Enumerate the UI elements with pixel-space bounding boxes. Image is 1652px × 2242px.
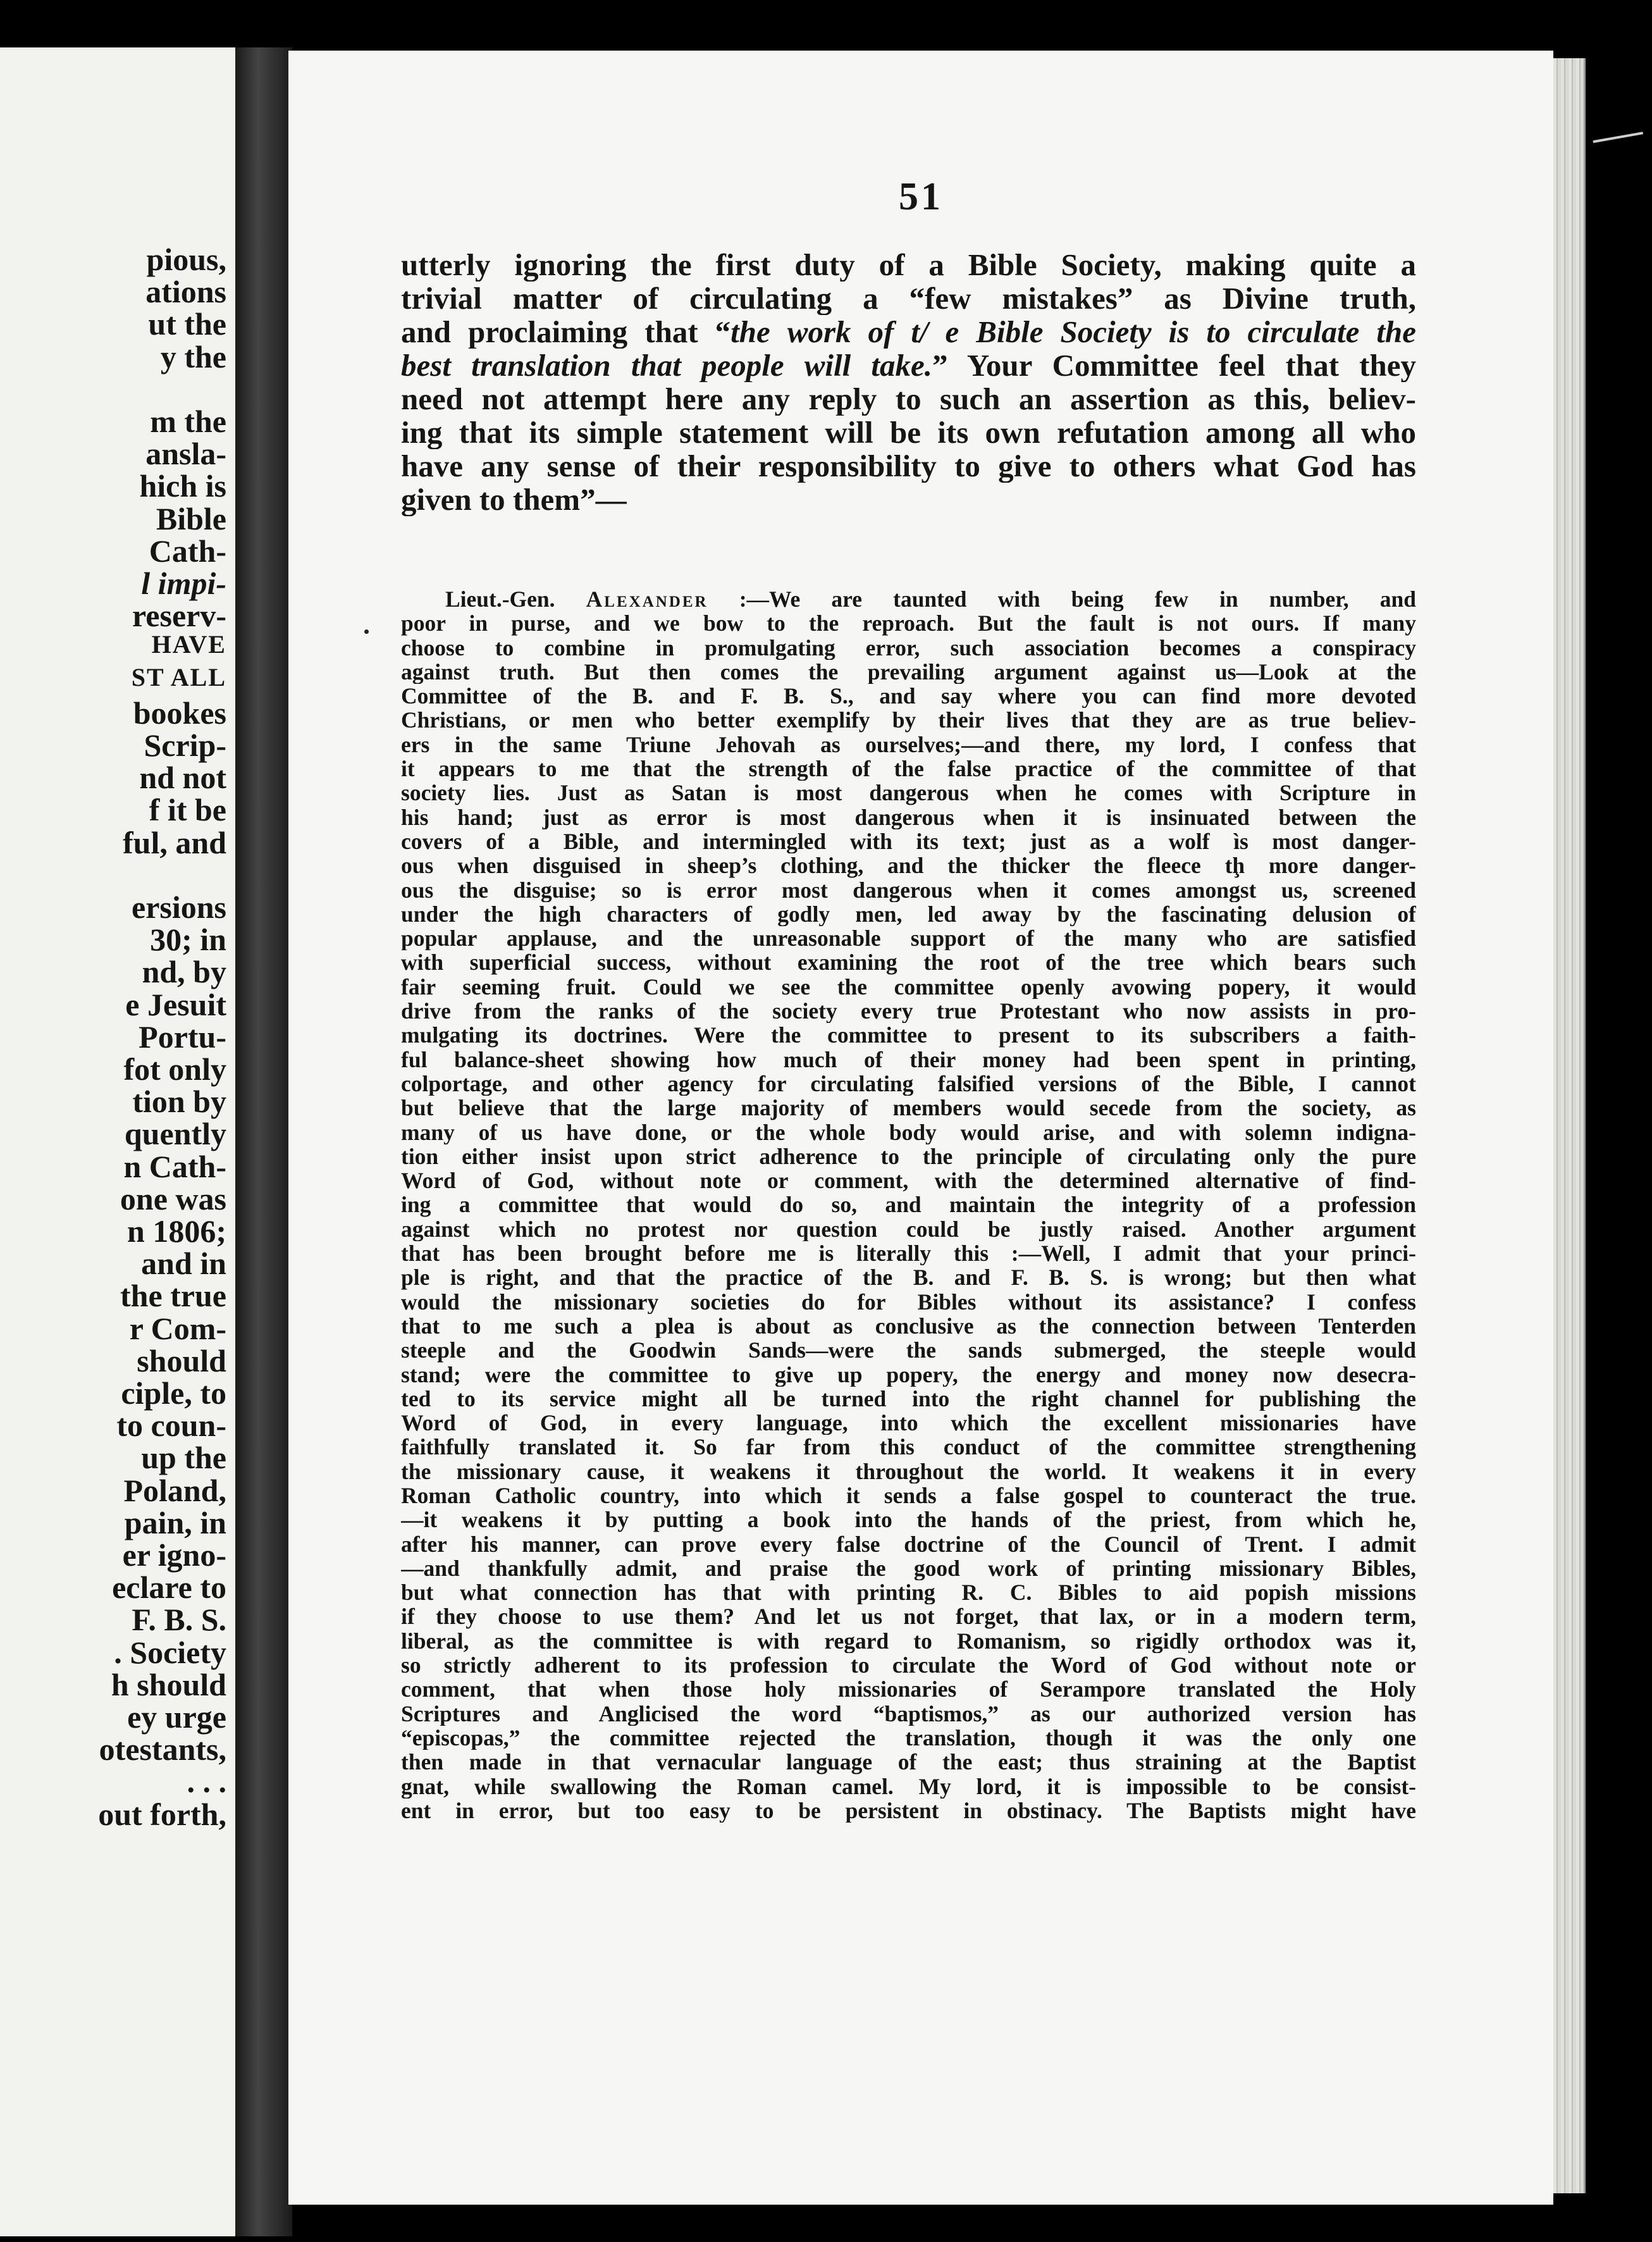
- speech-line: would the missionary societies do for Bibles without its assistance? I confess: [401, 1289, 1416, 1314]
- speech-line: Scriptures and Anglicised the word “baptismos,” as our authorized version has: [401, 1701, 1416, 1726]
- speech-opening: :—We are taunted with being few in number, and: [708, 587, 1416, 612]
- speech-line: Roman Catholic country, into which it sends a false gospel to counteract the true.: [401, 1483, 1416, 1508]
- ink-speck: [364, 629, 369, 634]
- speech-line: the missionary cause, it weakens it throughout the world. It weakens it in every: [401, 1459, 1416, 1483]
- left-page-fragment: y the: [160, 338, 226, 375]
- left-page-fragment: eclare to: [112, 1570, 226, 1606]
- left-page-fragment: e Jesuit: [125, 986, 226, 1022]
- speech-line: ers in the same Triune Jehovah as ourselves;—and there, my lord, I confess that: [401, 732, 1416, 757]
- left-page-fragment: m the: [150, 404, 226, 439]
- quote-segment: given to them”—: [401, 483, 627, 516]
- left-page-fragment: bookes: [133, 695, 226, 731]
- speech-line: tion either insist upon strict adherence to the principle of circulating only the pure: [401, 1144, 1416, 1169]
- speech-line: fair seeming fruit. Could we see the committee openly avowing popery, it would: [401, 974, 1416, 1000]
- left-page-fragment: hich is: [139, 468, 226, 504]
- left-page-fragment: Scrip-: [144, 728, 226, 763]
- left-page-fragment: l impi-: [141, 566, 226, 601]
- speech-line: —it weakens it by putting a book into the hands of the priest, from which he,: [401, 1508, 1416, 1532]
- speech-line: with superficial success, without examining the root of the tree which bears such: [401, 950, 1416, 975]
- speech-line: colportage, and other agency for circulating falsified versions of the Bible, I cannot: [401, 1071, 1416, 1096]
- left-page-fragment: nd not: [139, 760, 226, 796]
- quote-line: [401, 282, 1416, 315]
- quote-line: [401, 315, 1416, 349]
- quote-segment: utterly ignoring the first duty of a Bible Society, making quite a: [401, 248, 1416, 282]
- left-page-fragment: n Cath-: [123, 1148, 226, 1184]
- left-page-fragment: . Society: [114, 1634, 226, 1670]
- left-page-fragment: otestants,: [99, 1731, 226, 1768]
- quote-segment: trivial matter of circulating a “few mistakes” as Divine truth,: [401, 282, 1416, 315]
- left-page-fragment: ut the: [148, 306, 226, 342]
- left-page-fragment: f it be: [149, 792, 226, 828]
- left-page-fragment: ful, and: [123, 824, 226, 860]
- left-page-fragment: should: [137, 1342, 226, 1378]
- left-page-fragment: HAVE: [151, 630, 226, 659]
- left-page-fragment: pious,: [146, 242, 226, 277]
- speech-line: against which no protest nor question could be justly raised. Another argument: [401, 1217, 1416, 1242]
- speech-line: if they choose to use them? And let us not forget, that lax, or in a modern term,: [401, 1604, 1416, 1629]
- speech-line: mulgating its doctrines. Were the committee to present to its subscribers a faith-: [401, 1023, 1416, 1048]
- quote-segment: the work of t/ e Bible Society is to circulate the: [730, 315, 1416, 349]
- left-page-fragment: Portu-: [139, 1019, 226, 1055]
- left-page-fragment: out forth,: [98, 1796, 226, 1832]
- left-page-fragment: reserv-: [132, 598, 226, 634]
- facing-page-left: [0, 47, 235, 2236]
- quote-line: [401, 416, 1416, 449]
- left-page-fragment: ey urge: [127, 1699, 226, 1735]
- speech-line: it appears to me that the strength of the false practice of the committee of that: [401, 757, 1416, 781]
- left-page-fragment: r Com-: [129, 1310, 226, 1346]
- speech-line: comment, that when those holy missionaries of Serampore translated the Holy: [401, 1677, 1416, 1702]
- quoted-committee-statement: [401, 248, 1416, 516]
- page-edge: [1553, 58, 1586, 2193]
- speech-line: under the high characters of godly men, led away by the fascinating delusion of: [401, 901, 1416, 927]
- speech-line: but what connection has that with printing R. C. Bibles to aid popish missions: [401, 1580, 1416, 1605]
- speech-line: covers of a Bible, and intermingled with its text; just as a wolf ìs most danger-: [401, 829, 1416, 854]
- quote-line: [401, 483, 1416, 516]
- speech-line: steeple and the Goodwin Sands—were the sands submerged, the steeple would: [401, 1338, 1416, 1363]
- left-page-fragment: 30; in: [150, 922, 226, 958]
- quote-segment: best translation that people will take.: [401, 349, 933, 382]
- quote-segment: ” Your Committee feel that they: [932, 349, 1416, 382]
- left-page-fragment: F. B. S.: [132, 1602, 226, 1638]
- page-number: 51: [899, 175, 943, 218]
- speech-line: so strictly adherent to its profession to circulate the Word of God without note or: [401, 1653, 1416, 1678]
- left-page-fragment: up the: [141, 1440, 226, 1476]
- speech-line: society lies. Just as Satan is most dangerous when he comes with Scripture in: [401, 781, 1416, 805]
- speech-line: against truth. But then comes the prevailing argument against us—Look at the: [401, 659, 1416, 684]
- speech-line: many of us have done, or the whole body would arise, and with solemn indigna-: [401, 1120, 1416, 1144]
- speech-line: ted to its service might all be turned into the right channel for publishing the: [401, 1386, 1416, 1411]
- left-page-fragment: quently: [124, 1116, 226, 1152]
- speech-line: ful balance-sheet showing how much of their money had been spent in printing,: [401, 1047, 1416, 1072]
- speech-first-line: [401, 587, 1416, 611]
- speech-line: poor in purse, and we bow to the reproach. But the fault is not ours. If many: [401, 611, 1416, 636]
- speech-line: ple is right, and that the practice of the B. and F. B. S. is wrong; but then what: [401, 1265, 1416, 1290]
- left-page-fragment: n 1806;: [127, 1213, 226, 1249]
- speaker-name: Alexander: [586, 587, 708, 612]
- speech-line: “episcopas,” the committee rejected the translation, though it was the only one: [401, 1725, 1416, 1750]
- speech-line: Committee of the B. and F. B. S., and say where you can find more devoted: [401, 684, 1416, 709]
- speech-alexander: [401, 587, 1416, 1823]
- left-page-fragment: tion by: [132, 1084, 226, 1120]
- quote-line: [401, 382, 1416, 416]
- speaker-prefix: Lieut.-Gen.: [445, 587, 586, 612]
- quote-line: [401, 349, 1416, 382]
- speech-line: gnat, while swallowing the Roman camel. My lord, it is impossible to be consist-: [401, 1774, 1416, 1799]
- speech-line: stand; were the committee to give up popery, the energy and money now desecra-: [401, 1362, 1416, 1387]
- left-page-fragment: Poland,: [123, 1472, 226, 1508]
- quote-segment: need not attempt here any reply to such an assertion as this, believ-: [401, 382, 1416, 416]
- left-page-fragment: er igno-: [122, 1537, 226, 1573]
- left-page-fragment: nd, by: [142, 954, 226, 990]
- speech-line: but believe that the large majority of members would secede from the society, as: [401, 1096, 1416, 1120]
- speech-line: ous the disguise; so is error most dangerous when it comes amongst us, screened: [401, 877, 1416, 902]
- quote-segment: have any sense of their responsibility to give to others what God has: [401, 449, 1416, 483]
- speech-line: that has been brought before me is literally this :—Well, I admit that your princi-: [401, 1241, 1416, 1266]
- left-page-fragment: ations: [145, 274, 226, 310]
- quote-segment: ing that its simple statement will be its own refutation among all who: [401, 416, 1416, 449]
- left-page-fragment: the true: [120, 1278, 226, 1314]
- quote-line: [401, 449, 1416, 483]
- speech-line: drive from the ranks of the society every true Protestant who now assists in pro-: [401, 999, 1416, 1024]
- page-right: [288, 51, 1553, 2205]
- left-page-fragment: to coun-: [116, 1408, 226, 1444]
- left-page-fragment: ciple, to: [121, 1375, 226, 1411]
- left-page-fragment: one was: [120, 1180, 226, 1217]
- speech-line: Word of God, without note or comment, with the determined alternative of find-: [401, 1168, 1416, 1193]
- speech-line: ous when disguised in sheep’s clothing, and the thicker the fleece tḩ more danger-: [401, 853, 1416, 878]
- left-page-fragment: Cath-: [149, 533, 226, 569]
- left-page-fragment: and in: [141, 1246, 226, 1282]
- quote-line: [401, 248, 1416, 282]
- left-page-fragment: pain, in: [124, 1504, 226, 1540]
- speech-line: that to me such a plea is about as conclusive as the connection between Tenterden: [401, 1313, 1416, 1339]
- speech-line: faithfully translated it. So far from this conduct of the committee strengthening: [401, 1435, 1416, 1459]
- speech-line: —and thankfully admit, and praise the good work of printing missionary Bibles,: [401, 1556, 1416, 1581]
- book-gutter: [235, 47, 292, 2236]
- left-page-fragment: ansla-: [145, 436, 226, 472]
- left-page-fragment: ST ALL: [131, 662, 226, 691]
- speech-line: Christians, or men who better exemplify by their lives that they are as true believ-: [401, 708, 1416, 733]
- speech-line: Word of God, in every language, into which the excellent missionaries have: [401, 1411, 1416, 1435]
- scan-mark: [1593, 132, 1646, 156]
- speech-line: after his manner, can prove every false doctrine of the Council of Trent. I admit: [401, 1532, 1416, 1556]
- speech-line: popular applause, and the unreasonable support of the many who are satisfied: [401, 926, 1416, 951]
- left-page-fragment: h should: [111, 1666, 226, 1702]
- speech-line: ing a committee that would do so, and maintain the integrity of a profession: [401, 1192, 1416, 1217]
- quote-segment: and proclaiming that “: [401, 315, 731, 349]
- speech-line: his hand; just as error is most dangerous when it is insinuated between the: [401, 805, 1416, 829]
- left-page-fragment: ersions: [132, 889, 226, 925]
- left-page-fragment: . . .: [187, 1764, 226, 1800]
- left-page-fragment: Bible: [156, 500, 226, 536]
- left-page-fragment: fot only: [123, 1051, 226, 1087]
- speech-line: liberal, as the committee is with regard to Romanism, so rigidly orthodox was it,: [401, 1628, 1416, 1654]
- speech-line: then made in that vernacular language of the east; thus straining at the Baptist: [401, 1750, 1416, 1774]
- speech-line: choose to combine in promulgating error, such association becomes a conspiracy: [401, 635, 1416, 660]
- speech-line: ent in error, but too easy to be persistent in obstinacy. The Baptists might have: [401, 1798, 1416, 1823]
